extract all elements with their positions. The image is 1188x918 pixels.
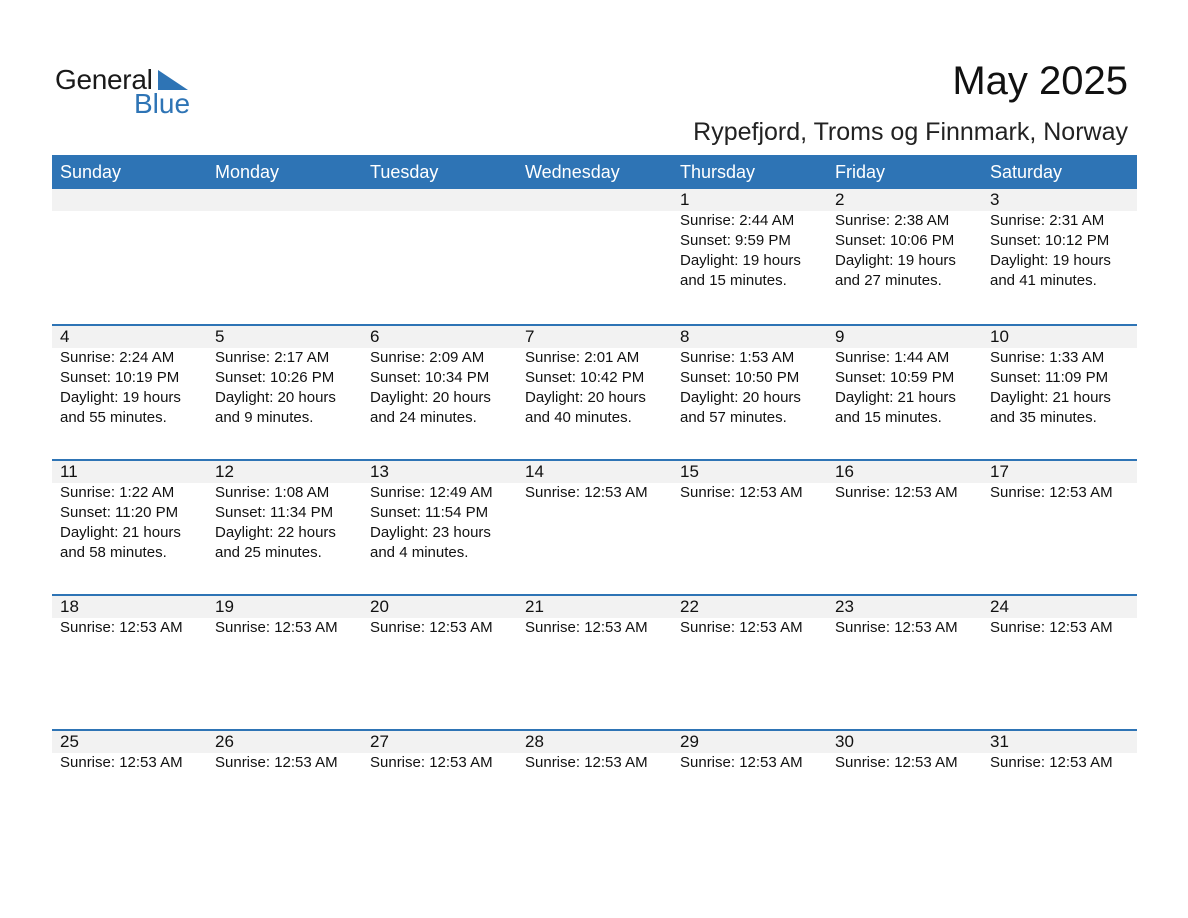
day-info-line: Daylight: 20 hours	[215, 389, 336, 406]
day-info-line: Sunset: 11:54 PM	[370, 504, 489, 521]
day-info-line: Sunrise: 12:53 AM	[835, 754, 958, 771]
day-info-line: Sunset: 10:12 PM	[990, 232, 1110, 249]
day-number: 18	[60, 597, 79, 616]
day-info-line: Sunrise: 12:53 AM	[990, 619, 1113, 636]
day-info-line: and 15 minutes.	[680, 272, 787, 289]
day-info-line: and 25 minutes.	[215, 544, 322, 561]
day-cell	[827, 596, 982, 638]
day-info-line: Sunrise: 2:38 AM	[835, 212, 950, 229]
day-cell	[672, 461, 827, 563]
day-info-line: and 4 minutes.	[370, 544, 469, 561]
day-number: 19	[215, 597, 234, 616]
day-info-line: Daylight: 21 hours	[835, 389, 956, 406]
day-cell	[517, 731, 672, 773]
day-info-line: Sunrise: 12:53 AM	[215, 619, 338, 636]
day-number: 16	[835, 462, 854, 481]
day-cell	[672, 326, 827, 428]
weekday-header-tuesday: Tuesday	[370, 162, 439, 182]
weekday-header-thursday: Thursday	[680, 162, 756, 182]
empty-day-cell	[207, 189, 362, 291]
day-info-line: Sunrise: 1:53 AM	[680, 349, 795, 366]
day-number: 28	[525, 732, 544, 751]
day-cell	[207, 731, 362, 773]
day-info-line: Daylight: 19 hours	[835, 252, 956, 269]
empty-day-cell	[517, 189, 672, 291]
day-cell	[672, 731, 827, 773]
day-info-line: Sunrise: 12:49 AM	[370, 484, 493, 501]
day-info-line: Daylight: 20 hours	[680, 389, 801, 406]
day-info-line: Daylight: 20 hours	[370, 389, 491, 406]
day-info-line: and 24 minutes.	[370, 409, 477, 426]
day-number	[370, 189, 517, 211]
logo-text-general: General	[55, 64, 153, 95]
day-number: 27	[370, 732, 389, 751]
day-info-line: Sunrise: 12:53 AM	[680, 619, 803, 636]
day-number: 23	[835, 597, 854, 616]
weekday-header-friday: Friday	[835, 162, 886, 182]
day-info-line: Daylight: 20 hours	[525, 389, 646, 406]
day-cell	[362, 731, 517, 773]
day-cell	[982, 731, 1137, 773]
day-number: 14	[525, 462, 544, 481]
day-info-line: and 27 minutes.	[835, 272, 942, 289]
day-info-line: and 40 minutes.	[525, 409, 632, 426]
day-cell	[982, 326, 1137, 428]
day-info-line: Sunset: 10:50 PM	[680, 369, 800, 386]
day-number: 26	[215, 732, 234, 751]
weekday-header-sunday: Sunday	[60, 162, 122, 182]
week-row	[52, 459, 1137, 594]
calendar-grid	[52, 155, 1137, 864]
day-info-line: Sunrise: 2:31 AM	[990, 212, 1105, 229]
day-info-line: Sunrise: 1:44 AM	[835, 349, 950, 366]
day-info-line: Sunrise: 2:44 AM	[680, 212, 795, 229]
day-info-line: Sunset: 10:26 PM	[215, 369, 335, 386]
day-number: 13	[370, 462, 389, 481]
day-info-line: Sunrise: 12:53 AM	[835, 484, 958, 501]
day-info-line: Sunrise: 12:53 AM	[215, 754, 338, 771]
day-cell	[52, 596, 207, 638]
day-info-line: Daylight: 19 hours	[60, 389, 181, 406]
day-number: 2	[835, 190, 845, 209]
day-info-line: and 9 minutes.	[215, 409, 314, 426]
weekday-header-wednesday: Wednesday	[525, 162, 620, 182]
logo	[55, 64, 205, 120]
day-info-line: Sunrise: 12:53 AM	[370, 619, 493, 636]
day-cell	[672, 189, 827, 291]
day-info-line: Sunrise: 12:53 AM	[990, 484, 1113, 501]
day-info-line: and 55 minutes.	[60, 409, 167, 426]
day-cell	[827, 326, 982, 428]
day-info-line: Sunrise: 1:22 AM	[60, 484, 175, 501]
day-number: 21	[525, 597, 544, 616]
day-info-line: Sunrise: 12:53 AM	[990, 754, 1113, 771]
day-cell	[52, 461, 207, 563]
day-cell	[982, 189, 1137, 291]
day-info-line: Sunrise: 2:09 AM	[370, 349, 485, 366]
day-info-line: Sunrise: 12:53 AM	[835, 619, 958, 636]
day-number: 8	[680, 327, 690, 346]
day-info-line: Sunrise: 12:53 AM	[60, 754, 183, 771]
day-cell	[982, 461, 1137, 563]
day-number: 5	[215, 327, 225, 346]
day-info-line: Sunset: 10:34 PM	[370, 369, 490, 386]
day-info-line: and 57 minutes.	[680, 409, 787, 426]
day-info-line: Sunrise: 12:53 AM	[525, 484, 648, 501]
day-info-line: Sunrise: 2:01 AM	[525, 349, 640, 366]
day-cell	[827, 731, 982, 773]
day-info-line: and 15 minutes.	[835, 409, 942, 426]
day-cell	[52, 326, 207, 428]
week-row	[52, 729, 1137, 864]
day-info-line: Sunset: 11:34 PM	[215, 504, 334, 521]
day-info-line: Sunrise: 12:53 AM	[525, 754, 648, 771]
day-info-line: Sunset: 9:59 PM	[680, 232, 791, 249]
day-number: 29	[680, 732, 699, 751]
day-number: 9	[835, 327, 845, 346]
day-cell	[207, 596, 362, 638]
day-number: 7	[525, 327, 535, 346]
week-row	[52, 594, 1137, 729]
empty-day-cell	[52, 189, 207, 291]
day-number: 20	[370, 597, 389, 616]
location-subtitle: Rypefjord, Troms og Finnmark, Norway	[693, 118, 1128, 146]
day-number	[60, 189, 207, 211]
day-info-line: Sunset: 10:42 PM	[525, 369, 645, 386]
day-cell	[827, 461, 982, 563]
day-info-line: Sunset: 10:19 PM	[60, 369, 180, 386]
day-cell	[517, 326, 672, 428]
logo-text-blue: Blue	[134, 88, 191, 119]
day-number: 17	[990, 462, 1009, 481]
day-info-line: Sunrise: 12:53 AM	[680, 484, 803, 501]
day-info-line: and 35 minutes.	[990, 409, 1097, 426]
week-row	[52, 189, 1137, 324]
week-row	[52, 324, 1137, 459]
day-number	[215, 189, 362, 211]
weekday-header-monday: Monday	[215, 162, 280, 182]
day-number: 11	[60, 462, 78, 481]
day-info-line: Sunset: 11:09 PM	[990, 369, 1109, 386]
day-cell	[982, 596, 1137, 638]
day-number: 12	[215, 462, 234, 481]
day-info-line: Daylight: 21 hours	[60, 524, 181, 541]
calendar-weeks	[52, 189, 1137, 864]
day-info-line: Sunrise: 12:53 AM	[370, 754, 493, 771]
day-cell	[517, 461, 672, 563]
day-cell	[362, 461, 517, 563]
day-number: 22	[680, 597, 699, 616]
day-number: 15	[680, 462, 699, 481]
day-number	[525, 189, 672, 211]
day-number: 25	[60, 732, 79, 751]
day-info-line: Daylight: 22 hours	[215, 524, 336, 541]
day-cell	[52, 731, 207, 773]
day-info-line: Sunrise: 12:53 AM	[60, 619, 183, 636]
day-info-line: Daylight: 21 hours	[990, 389, 1111, 406]
day-number: 30	[835, 732, 854, 751]
page-title: May 2025	[952, 59, 1128, 103]
day-info-line: Sunrise: 12:53 AM	[525, 619, 648, 636]
day-number: 31	[990, 732, 1009, 751]
day-info-line: Daylight: 19 hours	[990, 252, 1111, 269]
day-number: 24	[990, 597, 1009, 616]
day-info-line: Daylight: 23 hours	[370, 524, 491, 541]
day-cell	[672, 596, 827, 638]
day-info-line: Sunrise: 2:24 AM	[60, 349, 175, 366]
day-info-line: Sunset: 10:59 PM	[835, 369, 955, 386]
day-info-line: Sunrise: 1:08 AM	[215, 484, 330, 501]
day-number: 4	[60, 327, 70, 346]
day-info-line: Sunrise: 2:17 AM	[215, 349, 330, 366]
day-info-line: Sunset: 11:20 PM	[60, 504, 179, 521]
day-cell	[827, 189, 982, 291]
day-info-line: and 41 minutes.	[990, 272, 1097, 289]
day-number: 3	[990, 190, 1000, 209]
day-number: 6	[370, 327, 380, 346]
weekday-header-saturday: Saturday	[990, 162, 1063, 182]
day-info-line: and 58 minutes.	[60, 544, 167, 561]
day-number: 10	[990, 327, 1009, 346]
empty-day-cell	[362, 189, 517, 291]
day-cell	[207, 326, 362, 428]
day-number: 1	[680, 190, 690, 209]
day-cell	[517, 596, 672, 638]
day-info-line: Sunset: 10:06 PM	[835, 232, 955, 249]
day-info-line: Sunrise: 1:33 AM	[990, 349, 1105, 366]
day-cell	[207, 461, 362, 563]
day-info-line: Daylight: 19 hours	[680, 252, 801, 269]
day-cell	[362, 326, 517, 428]
day-info-line: Sunrise: 12:53 AM	[680, 754, 803, 771]
weekday-header-row	[52, 155, 1137, 189]
day-cell	[362, 596, 517, 638]
